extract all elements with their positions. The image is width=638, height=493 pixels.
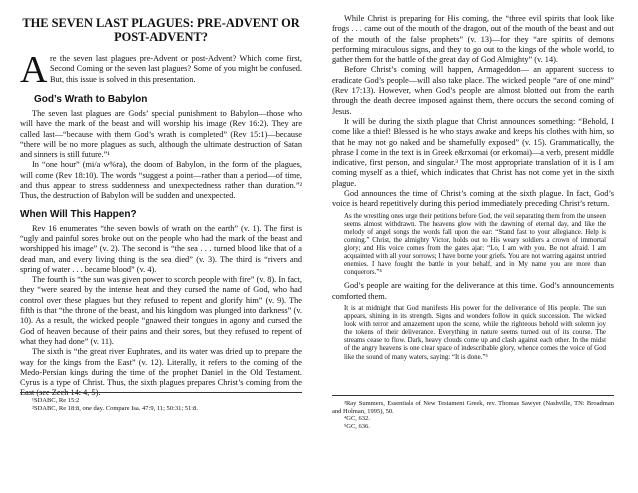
right-column (332, 14, 614, 366)
body-paragraph: The sixth is “the great river Euphrates, and its water was dried up to prepare the way for the kings from the East” (v. 12). Literally, it refers to the coming of the Medo-Persian kings during the time of the prophet Daniel in the Old Testament. Cyrus is a type of Christ. Thus, the sixth plagues prepares Christ’s coming from the East (see Zech 14: 4, 5). (20, 347, 302, 398)
left-column (20, 14, 302, 399)
intro-text: re the seven last plagues pre-Advent or post-Advent? Which come first, Second Coming or the seven last plagues? Some of you might be confused. But, this issue is solved in this presentation. (50, 54, 302, 84)
body-paragraph: Rev 16 enumerates “the seven bowls of wrath on the earth” (v. 1). The first is “ugly and painful sores broke out on the people who had the mark of the beast and worshipped his image” (v. 2). The second is “the sea . . . turned blood like that of a dead man, and every living thing is the sea died” (v. 3). The third is “rivers and spring of water . . . became blood” (v. 4). (20, 223, 302, 274)
heading-gods-wrath: God’s Wrath to Babylon (34, 94, 148, 105)
footnote: ¹SDABC, Re 15:2 (32, 397, 80, 404)
drop-cap: A (20, 49, 48, 91)
article-title: THE SEVEN LAST PLAGUES: PRE-ADVENT OR POST-ADVENT? (22, 16, 300, 44)
body-paragraph: The fourth is “the sun was given power to scorch people with fire” (v. 8). In fact, they “were seared by the intense heat and they cursed the name of God, who had control over these plagues but they refused to repent and glorify him” (v. 9). The fifth is that “the throne of the beast, and his kingdom was plunged into darkness” (v. 10). As a result, the wicked people “gnawed their tongues in agony and cursed the God of heaven because of their pains and their sores, but they refused to repent of what they had done” (v. 11). (20, 275, 302, 346)
block-quote (344, 213, 606, 278)
body-paragraph: Before Christ’s coming will happen, Armageddon— an apparent success to eradicate God’s people—will also take place. The wicked people “are of one mind” (Rev 17:13). However, when God’s people are almost blotted out from the earth through the death decree imposed against them, there occurs the second coming of Jesus. (332, 65, 614, 116)
body-paragraph: In “one hour” (mi/a w%ra), the doom of Babylon, in the form of the plagues, will come (Rev 18:10). The words “suggest a point—rather than a period—of time, and thus appear to stress suddenness and unexpectedness rather than duration.”² Thus, the destruction of Babylon will be sudden and unexpected. (20, 160, 302, 201)
body-paragraph: The seven last plagues are Gods’ special punishment to Babylon—those who will have the mark of the beast and will worship his image (Rev 16:2). They are called last—“because with them God’s wrath is completed” (Rev 15:1)—because “there will be no more plagues as such, although the ultimate destruction of Satan and sinners is still future.”¹ (20, 109, 302, 160)
block-quote (344, 305, 606, 362)
heading-when-will-this-happen: When Will This Happen? (20, 208, 137, 220)
body-paragraph: God’s people are waiting for the deliverance at this time. God’s announcements comforted them. (332, 281, 614, 301)
body-paragraph: God announces the time of Christ’s coming at the sixth plague. In fact, God’s voice is heard repetitively during this period immediately preceding Christ’s return. (332, 189, 614, 209)
right-footnotes (332, 395, 614, 430)
footnote: ³Ray Summers, Essentials of New Testament Greek, rev. Thomas Sawyer (Nashville, TN: Broadman and Holman, 1995), 50. (332, 400, 614, 415)
footnote: ²SDABC, Re 18:8, one day. Compare Isa. 47:9, 11; 50:31; 51:8. (32, 404, 198, 412)
left-footnotes (20, 392, 302, 412)
quote-text: As the wrestling ones urge their petitions before God, the veil separating them from the unseen seems almost withdrawn. The heavens glow with the dawning of eternal day, and like the melody of angel songs the words fall upon the ear: “Stand fast to your allegiance. Help is coming.” Christ, the almighty Victor, holds out to His weary soldiers a crown of immortal glory; and His voice comes from the gates ajar: “Lo, I am with you. Be not afraid. I am acquainted with all your sorrows; I have borne your griefs. You are not warring against untried enemies. I have fought the battle in your behalf, and in My name you are more than conquerors.”⁴ (344, 212, 606, 277)
body-paragraph: While Christ is preparing for His coming, the “three evil spirits that look like frogs . . . came out of the mouth of the dragon, out of the mouth of the beast and out of the mouth of the false prophets” (v. 13)—for they “are spirits of demons performing miraculous signs, and they to go out to the kings of the whole world, to gather them for the battle of the great day of God Almighty” (v. 14). (332, 14, 614, 65)
footnote: ⁵GC, 636. (344, 422, 370, 430)
body-paragraph: It will be during the sixth plague that Christ announces something: “Behold, I come like a thief! Blessed is he who stays awake and keeps his clothes with him, so that he may not go naked and be shamefully exposed” (v. 15). Grammatically, the phrase I come in the text is in Greek e&rxomai (or erkomai)—a verb, present middle indicative, first person, and singular.³ The most appropriate translation of it is I am coming myself as a thief, which indicates that Christ has not come yet in the sixth plague. (332, 116, 614, 188)
quote-text: It is at midnight that God manifests His power for the deliverance of His people. The sun appears, shining in its strength. Signs and wonders follow in quick succession. The wicked look with terror and amazement upon the scene, while the righteous behold with solemn joy the tokens of their deliverance. Everything in nature seems turned out of its course. The streams cease to flow. Dark, heavy clouds come up and clash against each other. In the midst of the angry heavens is one clear space of indescribable glory, whence comes the voice of God like the sound of many waters, saying: “It is done.”⁵ (344, 304, 606, 361)
footnote: ⁴GC, 632. (344, 415, 370, 423)
intro-paragraph (20, 49, 302, 91)
